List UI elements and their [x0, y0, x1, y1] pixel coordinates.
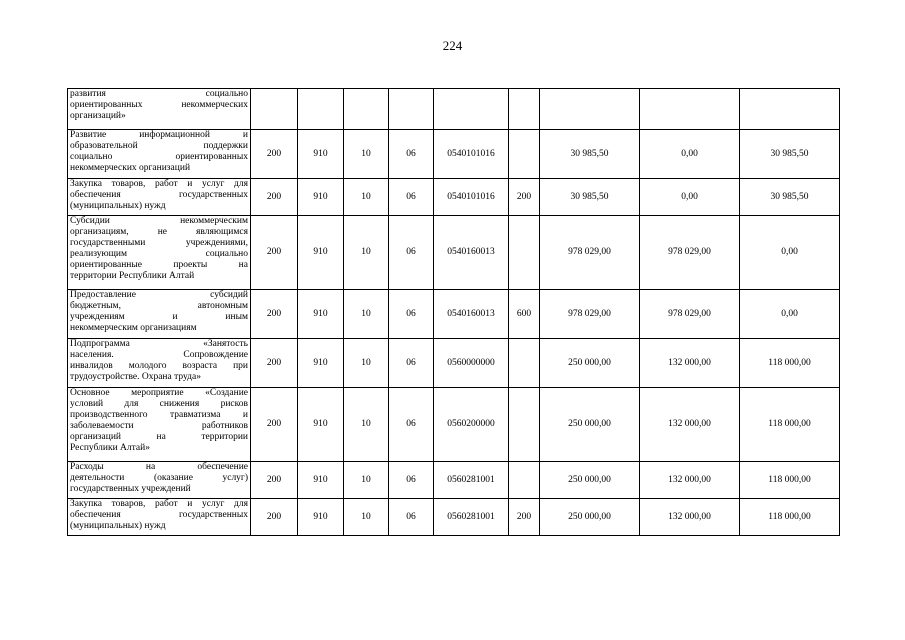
description-line: трудоустройстве. Охрана труда»: [70, 372, 201, 382]
description-line: бюджетным, автономным: [70, 301, 248, 311]
budget-table: [67, 88, 840, 536]
amount-federal: [640, 89, 740, 130]
description-line: условий для снижения рисков: [70, 399, 248, 409]
ministry-code: 910: [298, 179, 344, 216]
table-row: [68, 130, 840, 179]
kbk-code: 200: [251, 388, 298, 462]
amount-regional: 30 985,50: [740, 130, 840, 179]
amount-regional: 0,00: [740, 216, 840, 290]
amount-federal: 132 000,00: [640, 388, 740, 462]
amount-regional: 0,00: [740, 290, 840, 339]
description-line: (муниципальных) нужд: [70, 521, 166, 531]
subsection-code: 06: [389, 290, 434, 339]
row-description: [68, 499, 251, 536]
description-line: учреждениям и иным: [70, 312, 248, 322]
target-article: 0560000000: [434, 339, 509, 388]
subsection-code: 06: [389, 130, 434, 179]
table-row: [68, 89, 840, 130]
amount-regional: 118 000,00: [740, 462, 840, 499]
target-article: 0540160013: [434, 216, 509, 290]
kbk-code: 200: [251, 290, 298, 339]
expense-type: [509, 339, 540, 388]
description-line: обеспечения государственных: [70, 510, 248, 520]
ministry-code: 910: [298, 499, 344, 536]
subsection-code: 06: [389, 339, 434, 388]
description-line: государственными учреждениями,: [70, 238, 248, 248]
table-row: [68, 462, 840, 499]
kbk-code: 200: [251, 216, 298, 290]
description-line: реализующим социально: [70, 249, 248, 259]
page-number: 224: [442, 38, 463, 53]
target-article: 0560281001: [434, 499, 509, 536]
amount-federal: 0,00: [640, 130, 740, 179]
target-article: 0540101016: [434, 179, 509, 216]
table-row: [68, 179, 840, 216]
target-article: 0540160013: [434, 290, 509, 339]
table-row: [68, 499, 840, 536]
section-code: 10: [344, 290, 389, 339]
description-line: Предоставление субсидий: [70, 290, 248, 300]
subsection-code: [389, 89, 434, 130]
ministry-code: [298, 89, 344, 130]
row-description: [68, 89, 251, 130]
expense-type: [509, 388, 540, 462]
description-line: заболеваемости работников: [70, 421, 248, 431]
description-line: ориентированные проекты на: [70, 260, 248, 270]
description-line: территории Республики Алтай: [70, 271, 195, 281]
row-description: [68, 216, 251, 290]
description-line: ориентированных некоммерческих: [70, 100, 248, 110]
table-row: [68, 216, 840, 290]
amount-total: [540, 89, 640, 130]
row-description: [68, 462, 251, 499]
description-line: Подпрограмма «Занятость: [70, 339, 248, 349]
row-description: [68, 339, 251, 388]
expense-type: 600: [509, 290, 540, 339]
description-line: организациям, не являющимся: [70, 227, 248, 237]
subsection-code: 06: [389, 499, 434, 536]
kbk-code: 200: [251, 130, 298, 179]
amount-regional: 30 985,50: [740, 179, 840, 216]
ministry-code: 910: [298, 462, 344, 499]
amount-federal: 0,00: [640, 179, 740, 216]
amount-regional: 118 000,00: [740, 388, 840, 462]
table-row: [68, 388, 840, 462]
row-description: [68, 290, 251, 339]
amount-total: 30 985,50: [540, 130, 640, 179]
ministry-code: 910: [298, 290, 344, 339]
expense-type: [509, 216, 540, 290]
description-line: производственного травматизма и: [70, 410, 248, 420]
description-line: Субсидии некоммерческим: [70, 216, 248, 226]
subsection-code: 06: [389, 216, 434, 290]
row-description: [68, 130, 251, 179]
ministry-code: 910: [298, 339, 344, 388]
amount-total: 978 029,00: [540, 216, 640, 290]
description-line: организаций»: [70, 111, 126, 121]
amount-total: 250 000,00: [540, 339, 640, 388]
section-code: 10: [344, 388, 389, 462]
description-line: организаций на территории: [70, 432, 248, 442]
target-article: 0540101016: [434, 130, 509, 179]
section-code: 10: [344, 499, 389, 536]
expense-type: [509, 462, 540, 499]
description-line: социально ориентированных: [70, 152, 248, 162]
description-line: образовательной поддержки: [70, 141, 248, 151]
description-line: Основное мероприятие «Создание: [70, 388, 248, 398]
subsection-code: 06: [389, 388, 434, 462]
section-code: [344, 89, 389, 130]
section-code: 10: [344, 216, 389, 290]
description-line: некоммерческих организаций: [70, 163, 191, 173]
description-line: обеспечения государственных: [70, 190, 248, 200]
section-code: 10: [344, 462, 389, 499]
ministry-code: 910: [298, 216, 344, 290]
kbk-code: [251, 89, 298, 130]
description-line: Республики Алтай»: [70, 443, 150, 453]
description-line: инвалидов молодого возраста при: [70, 361, 248, 371]
description-line: государственных учреждений: [70, 484, 191, 494]
amount-federal: 132 000,00: [640, 339, 740, 388]
amount-regional: [740, 89, 840, 130]
description-line: Закупка товаров, работ и услуг для: [70, 179, 248, 189]
kbk-code: 200: [251, 179, 298, 216]
amount-regional: 118 000,00: [740, 499, 840, 536]
amount-regional: 118 000,00: [740, 339, 840, 388]
target-article: 0560200000: [434, 388, 509, 462]
section-code: 10: [344, 339, 389, 388]
description-line: развития социально: [70, 89, 248, 99]
expense-type: 200: [509, 499, 540, 536]
ministry-code: 910: [298, 130, 344, 179]
row-description: [68, 179, 251, 216]
expense-type: [509, 89, 540, 130]
section-code: 10: [344, 130, 389, 179]
amount-total: 250 000,00: [540, 388, 640, 462]
description-line: Развитие информационной и: [70, 130, 248, 140]
description-line: населения. Сопровождение: [70, 350, 248, 360]
table-row: [68, 290, 840, 339]
subsection-code: 06: [389, 179, 434, 216]
description-line: некоммерческим организациям: [70, 323, 197, 333]
amount-federal: 132 000,00: [640, 499, 740, 536]
table-row: [68, 339, 840, 388]
kbk-code: 200: [251, 499, 298, 536]
kbk-code: 200: [251, 339, 298, 388]
amount-total: 250 000,00: [540, 462, 640, 499]
subsection-code: 06: [389, 462, 434, 499]
expense-type: [509, 130, 540, 179]
description-line: Расходы на обеспечение: [70, 462, 248, 472]
description-line: Закупка товаров, работ и услуг для: [70, 499, 248, 509]
amount-federal: 978 029,00: [640, 216, 740, 290]
section-code: 10: [344, 179, 389, 216]
expense-type: 200: [509, 179, 540, 216]
kbk-code: 200: [251, 462, 298, 499]
amount-total: 30 985,50: [540, 179, 640, 216]
amount-federal: 978 029,00: [640, 290, 740, 339]
description-line: деятельности (оказание услуг): [70, 473, 248, 483]
amount-total: 978 029,00: [540, 290, 640, 339]
amount-total: 250 000,00: [540, 499, 640, 536]
target-article: 0560281001: [434, 462, 509, 499]
row-description: [68, 388, 251, 462]
target-article: [434, 89, 509, 130]
amount-federal: 132 000,00: [640, 462, 740, 499]
description-line: (муниципальных) нужд: [70, 201, 166, 211]
ministry-code: 910: [298, 388, 344, 462]
